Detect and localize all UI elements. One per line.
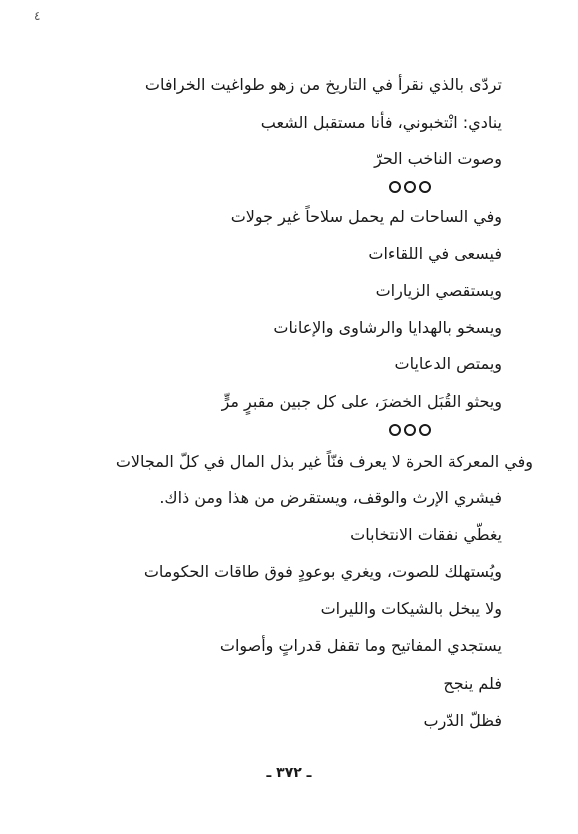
poem-line: ينادي: انْتخبوني، فأنا مستقبل الشعب xyxy=(260,113,502,132)
ring-ornament-icon xyxy=(389,424,401,436)
poem-line: ويُستهلك للصوت، ويغري بوعودٍ فوق طاقات الحكومات xyxy=(143,562,502,581)
poem-line: تردّى بالذي نقرأ في التاريخ من زهو طواغيت الخرافات xyxy=(144,75,502,94)
poem-line: وفي الساحات لم يحمل سلاحاً غير جولات xyxy=(230,207,502,226)
poem-line: ويسخو بالهدايا والرشاوى والإعانات xyxy=(273,318,502,337)
ring-ornament-icon xyxy=(419,181,431,193)
ring-ornament-icon xyxy=(404,181,416,193)
corner-mark: ٤ xyxy=(34,9,41,23)
section-separator xyxy=(389,424,431,436)
poem-line: فيسعى في اللقاءات xyxy=(368,244,502,263)
section-separator xyxy=(389,181,431,193)
ring-ornament-icon xyxy=(419,424,431,436)
poem-line: فيشري الإرث والوقف، ويستقرض من هذا ومن ذاك. xyxy=(159,488,502,507)
poem-line: يغطّي نفقات الانتخابات xyxy=(350,525,502,544)
poem-line: فلم ينجح xyxy=(443,674,502,693)
poem-line: ويحثو القُبَل الخضرَ، على كل جبين مقبرٍ مرٍّ xyxy=(221,392,502,411)
poem-line: يستجدي المفاتيح وما تقفل قدراتٍ وأصوات xyxy=(219,636,502,655)
poem-line: ويمتص الدعايات xyxy=(394,354,502,373)
poem-line: وفي المعركة الحرة لا يعرف فنّاً غير بذل المال في كلّ المجالات xyxy=(115,452,533,471)
poem-line: وصوت الناخب الحرّ xyxy=(374,149,502,168)
ring-ornament-icon xyxy=(404,424,416,436)
poem-line: فظلّ الدّرب xyxy=(423,711,502,730)
poem-line: ويستقصي الزيارات xyxy=(375,281,502,300)
poem-line: ولا يبخل بالشيكات والليرات xyxy=(320,599,502,618)
page-number: ـ ٣٧٢ ـ xyxy=(266,765,312,781)
ring-ornament-icon xyxy=(389,181,401,193)
